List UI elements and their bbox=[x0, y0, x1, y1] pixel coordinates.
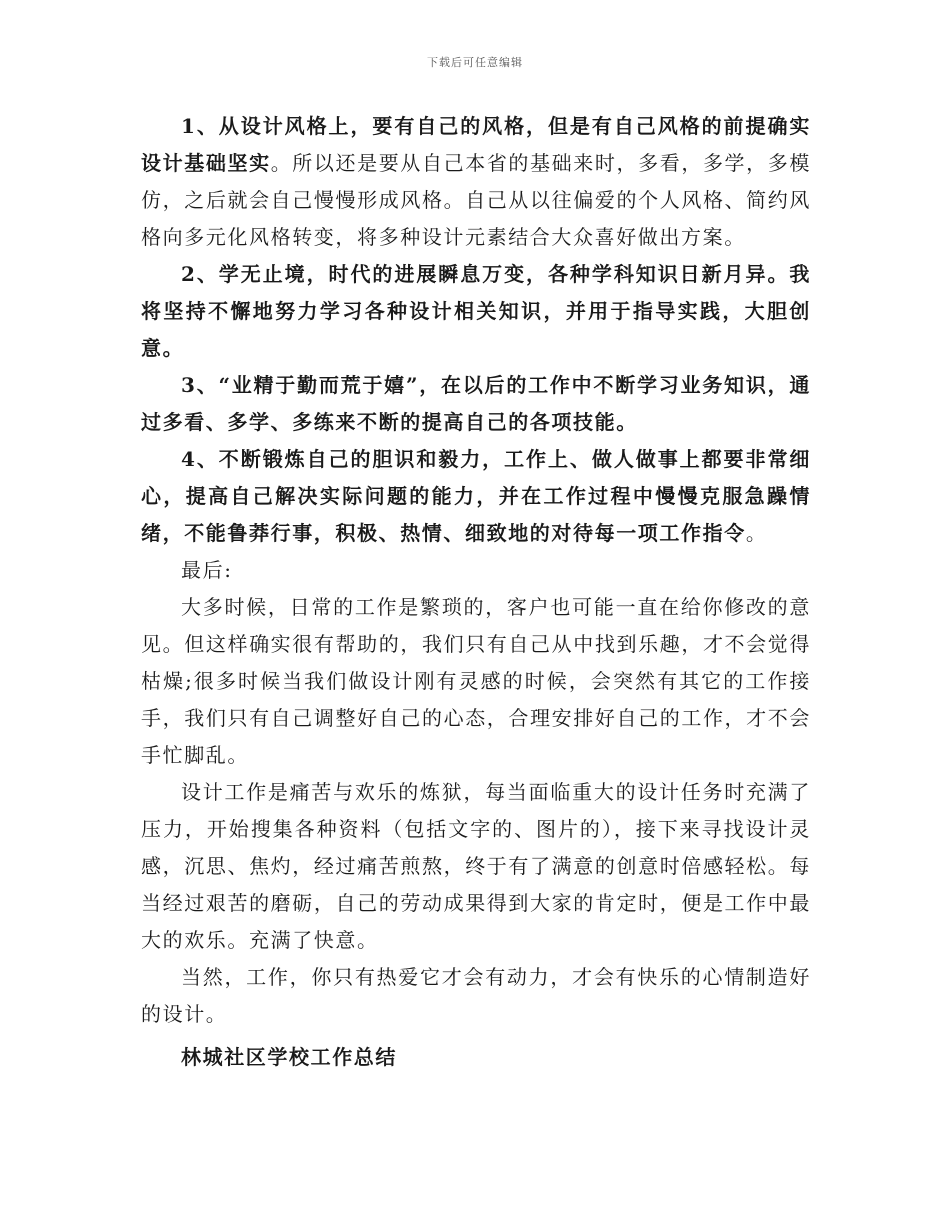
paragraph-4-rest: 。 bbox=[745, 521, 768, 545]
paragraph-4-bold: 4、不断锻炼自己的胆识和毅力，工作上、做人做事上都要非常细心，提高自己解决实际问题的能力，并在工作过程中慢慢克服急躁情绪，不能鲁莽行事，积极、热情、细致地的对待每一项工作指令 bbox=[141, 447, 811, 545]
paragraph-8: 当然，工作，你只有热爱它才会有动力，才会有快乐的心情制造好的设计。 bbox=[141, 965, 811, 1026]
section-title: 林城社区学校工作总结 bbox=[181, 1045, 397, 1069]
paragraph-3: 3、“业精于勤而荒于嬉”，在以后的工作中不断学习业务知识，通过多看、多学、多练来不断的提高自己的各项技能。 bbox=[141, 373, 811, 434]
paragraph-2: 2、学无止境，时代的进展瞬息万变，各种学科知识日新月异。我将坚持不懈地努力学习各种设计相关知识，并用于指导实践，大胆创意。 bbox=[141, 262, 811, 360]
paragraph-6: 大多时候，日常的工作是繁琐的，客户也可能一直在给你修改的意见。但这样确实很有帮助的，我们只有自己从中找到乐趣，才不会觉得枯燥;很多时候当我们做设计刚有灵感的时候，会突然有其它的工作接手，我们只有自己调整好自己的心态，合理安排好自己的工作，才不会手忙脚乱。 bbox=[141, 595, 811, 767]
paragraph-1 bbox=[141, 108, 811, 256]
page-header: 下载后可任意编辑 bbox=[427, 56, 523, 69]
paragraph-1-bold: 1、从设计风格上，要有自己的风格，但是有自己风格的前提确实设计基础坚实 bbox=[141, 114, 811, 175]
paragraph-1-rest: 。所以还是要从自己本省的基础来时，多看，多学，多模仿，之后就会自己慢慢形成风格。自己从以往偏爱的个人风格、简约风格向多元化风格转变，将多种设计元素结合大众喜好做出方案。 bbox=[141, 151, 811, 249]
document-body bbox=[141, 108, 811, 1076]
paragraph-closing-label: 最后: bbox=[181, 558, 233, 582]
paragraph-7: 设计工作是痛苦与欢乐的炼狱，每当面临重大的设计任务时充满了压力，开始搜集各种资料（包括文字的、图片的），接下来寻找设计灵感，沉思、焦灼，经过痛苦煎熬，终于有了满意的创意时倍感轻松。每当经过艰苦的磨砺，自己的劳动成果得到大家的肯定时，便是工作中最大的欢乐。充满了快意。 bbox=[141, 780, 811, 952]
paragraph-4 bbox=[141, 441, 811, 552]
